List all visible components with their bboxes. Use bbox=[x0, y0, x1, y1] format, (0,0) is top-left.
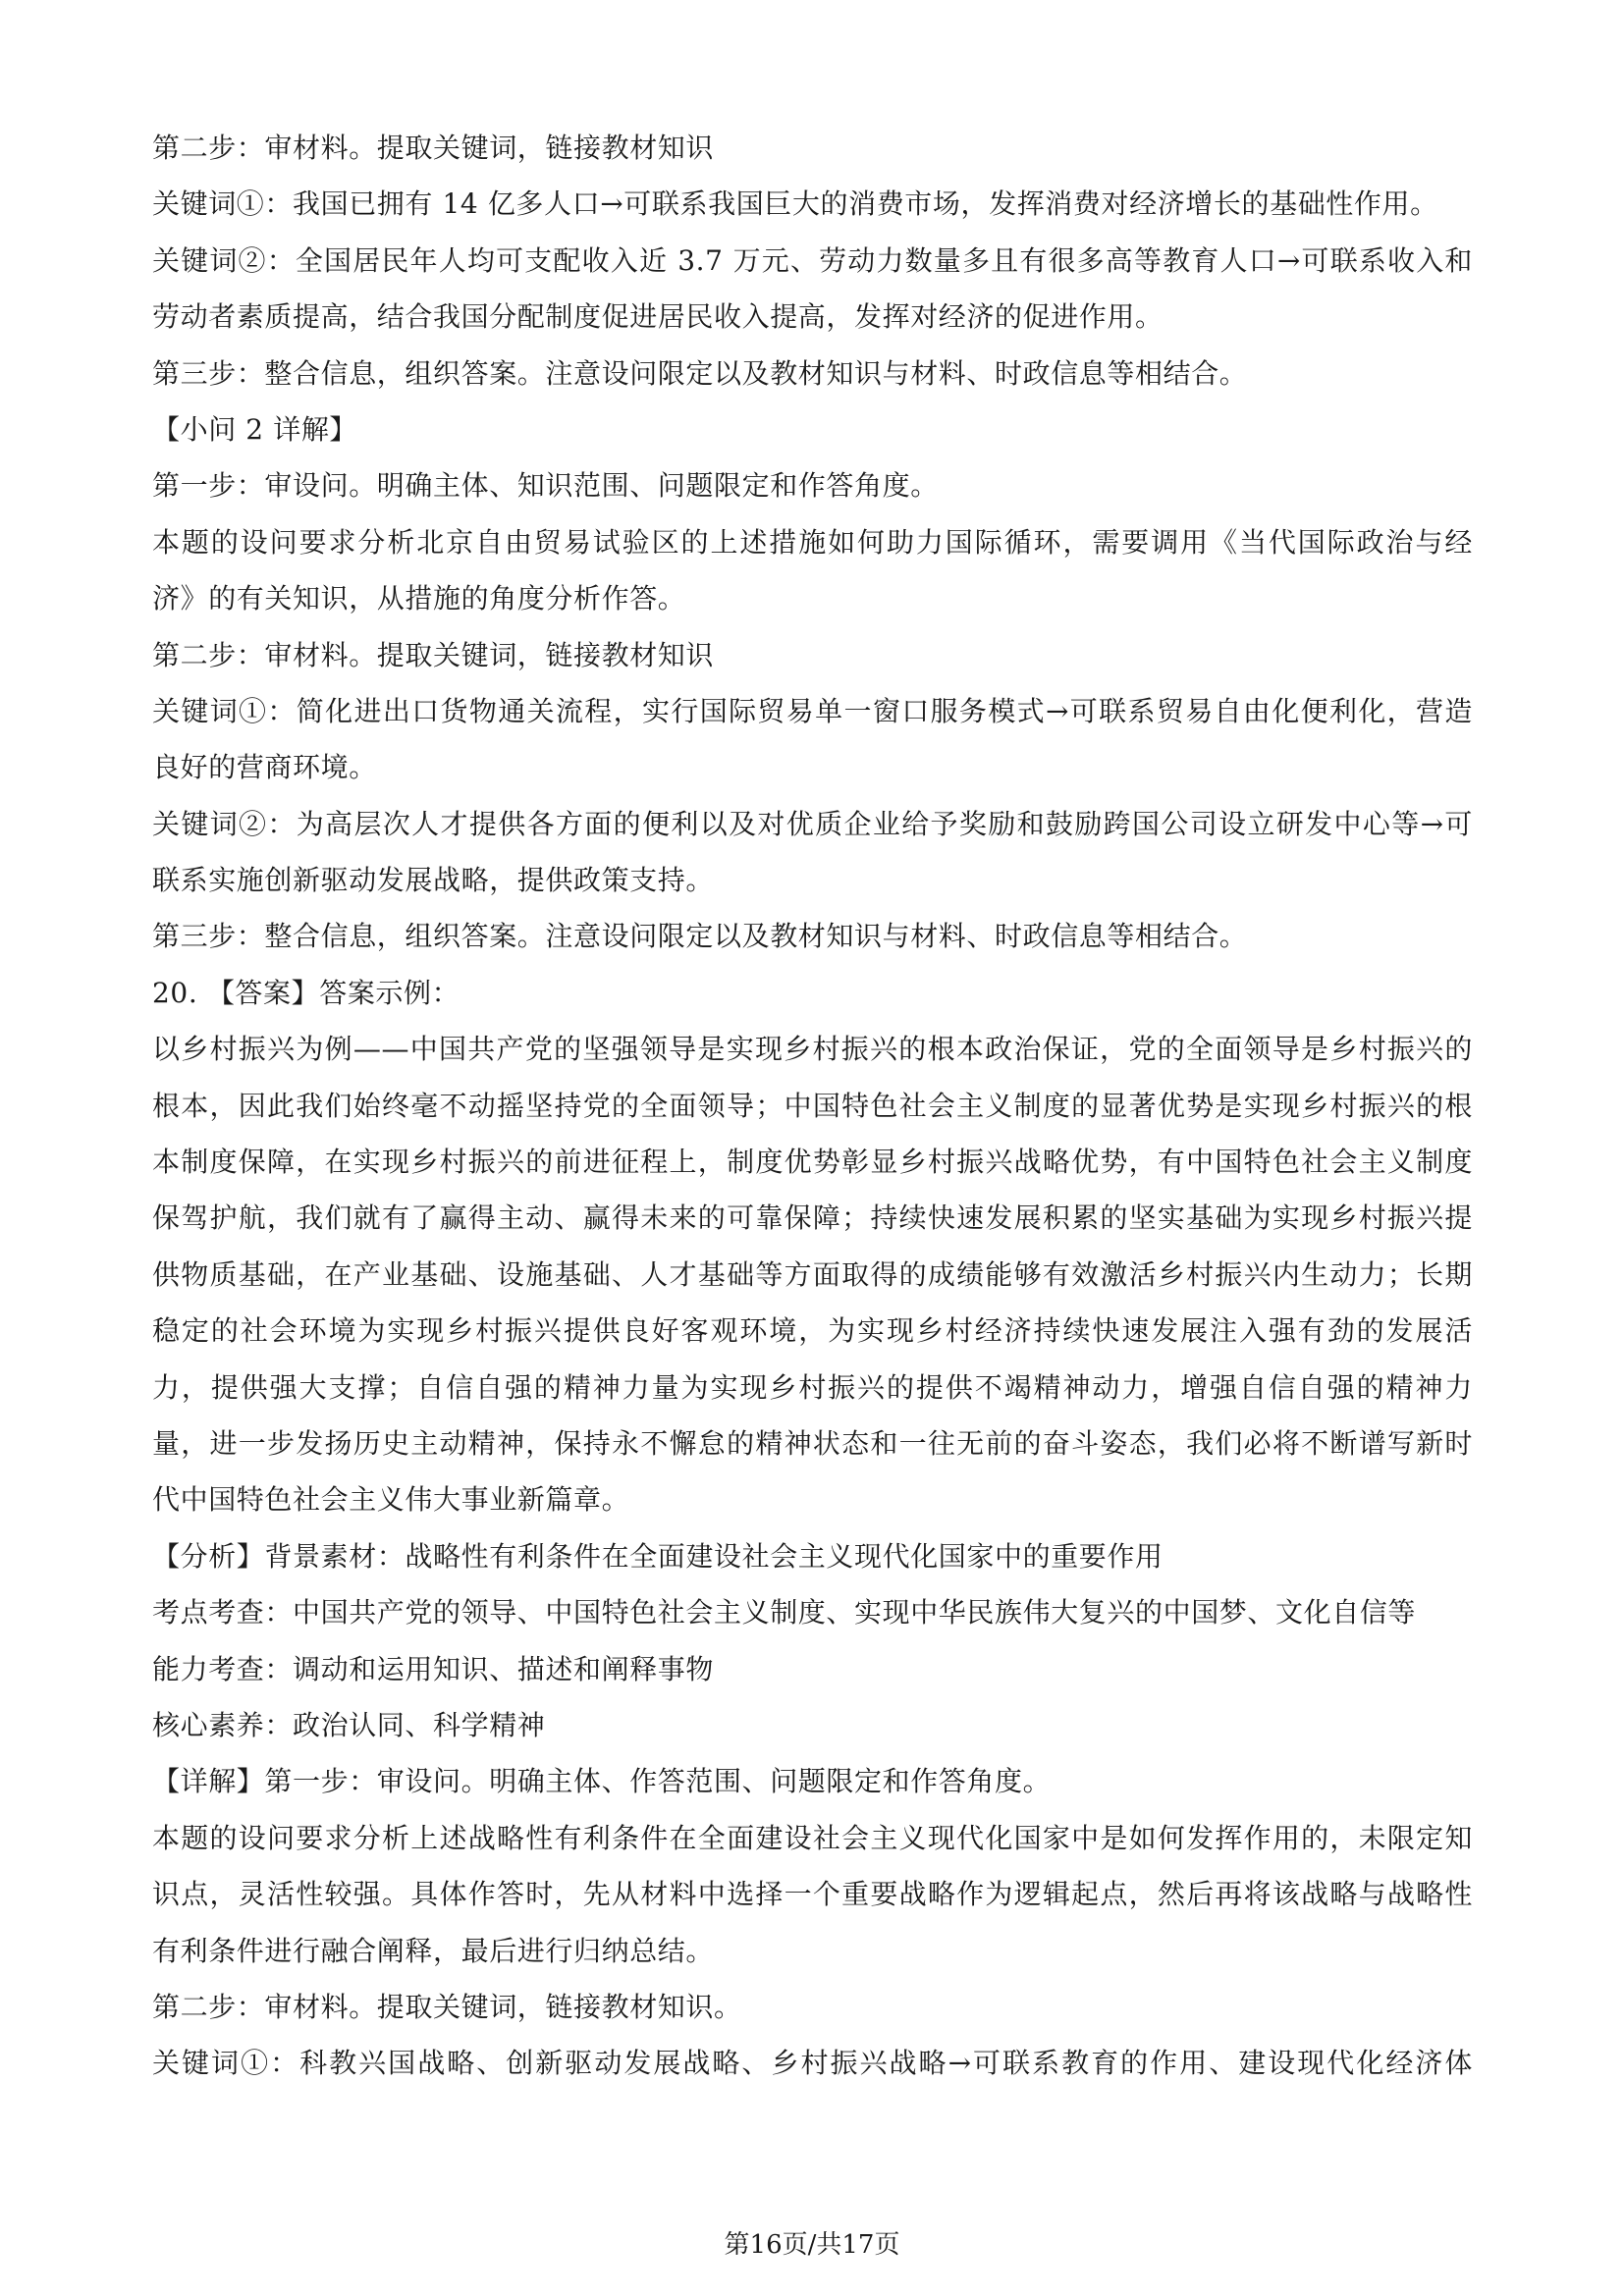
text-line: 联系实施创新驱动发展战略，提供政策支持。 bbox=[152, 864, 715, 897]
question-answer-heading: 20. 【答案】答案示例： bbox=[152, 976, 460, 1009]
text-line: 本题的设问要求分析上述战略性有利条件在全面建设社会主义现代化国家中是如何发挥作用的，未限定知 bbox=[152, 1821, 1473, 1854]
text-line: 本制度保障，在实现乡村振兴的前进征程上，制度优势彰显乡村振兴战略优势，有中国特色社会主义制度 bbox=[152, 1146, 1473, 1179]
text-line: 第二步：审材料。提取关键词，链接教材知识。 bbox=[152, 1990, 742, 2023]
text-line: 第三步：整合信息，组织答案。注意设问限定以及教材知识与材料、时政信息等相结合。 bbox=[152, 356, 1248, 390]
text-line: 保驾护航，我们就有了赢得主动、赢得未来的可靠保障；持续快速发展积累的坚实基础为实现乡村振兴提 bbox=[152, 1201, 1473, 1235]
text-line: 力，提供强大支撑；自信自强的精神力量为实现乡村振兴的提供不竭精神动力，增强自信自强的精神力 bbox=[152, 1370, 1473, 1404]
text-line: 良好的营商环境。 bbox=[152, 751, 377, 784]
section-heading: 【小问 2 详解】 bbox=[152, 412, 358, 446]
document-body bbox=[152, 120, 1473, 2092]
text-line: 供物质基础，在产业基础、设施基础、人才基础等方面取得的成绩能够有效激活乡村振兴内生动力；长期 bbox=[152, 1257, 1473, 1291]
text-line: 关键词①：科教兴国战略、创新驱动发展战略、乡村振兴战略→可联系教育的作用、建设现代化经济体 bbox=[152, 2047, 1473, 2080]
text-line: 识点，灵活性较强。具体作答时，先从材料中选择一个重要战略作为逻辑起点，然后再将该战略与战略性 bbox=[152, 1878, 1473, 1911]
text-line: 量，进一步发扬历史主动精神，保持永不懈怠的精神状态和一往无前的奋斗姿态，我们必将不断谱写新时 bbox=[152, 1426, 1473, 1460]
text-line: 能力考查：调动和运用知识、描述和阐释事物 bbox=[152, 1652, 715, 1685]
text-line: 代中国特色社会主义伟大事业新篇章。 bbox=[152, 1483, 630, 1517]
text-line: 本题的设问要求分析北京自由贸易试验区的上述措施如何助力国际循环，需要调用《当代国际政治与经 bbox=[152, 525, 1473, 559]
text-line: 关键词②：全国居民年人均可支配收入近 3.7 万元、劳动力数量多且有很多高等教育人口→可联系收入和 bbox=[152, 243, 1473, 277]
text-line: 第二步：审材料。提取关键词，链接教材知识 bbox=[152, 638, 715, 671]
text-line: 以乡村振兴为例——中国共产党的坚强领导是实现乡村振兴的根本政治保证，党的全面领导是乡村振兴的 bbox=[152, 1033, 1473, 1066]
text-line: 根本，因此我们始终毫不动摇坚持党的全面领导；中国特色社会主义制度的显著优势是实现乡村振兴的根 bbox=[152, 1089, 1473, 1122]
text-line: 劳动者素质提高，结合我国分配制度促进居民收入提高，发挥对经济的促进作用。 bbox=[152, 300, 1164, 334]
text-line: 稳定的社会环境为实现乡村振兴提供良好客观环境，为实现乡村经济持续快速发展注入强有劲的发展活 bbox=[152, 1314, 1473, 1348]
page-number: 第16页/共17页 bbox=[724, 2230, 900, 2260]
text-line: 第二步：审材料。提取关键词，链接教材知识 bbox=[152, 132, 715, 164]
text-line: 【详解】第一步：审设问。明确主体、作答范围、问题限定和作答角度。 bbox=[152, 1765, 1052, 1798]
text-line: 第三步：整合信息，组织答案。注意设问限定以及教材知识与材料、时政信息等相结合。 bbox=[152, 920, 1248, 953]
text-line: 【分析】背景素材：战略性有利条件在全面建设社会主义现代化国家中的重要作用 bbox=[152, 1539, 1164, 1573]
text-line: 有利条件进行融合阐释，最后进行归纳总结。 bbox=[152, 1934, 715, 1967]
text-line: 关键词②：为高层次人才提供各方面的便利以及对优质企业给予奖励和鼓励跨国公司设立研发中心等→可 bbox=[152, 807, 1473, 840]
text-line: 核心素养：政治认同、科学精神 bbox=[152, 1708, 546, 1741]
text-line: 考点考查：中国共产党的领导、中国特色社会主义制度、实现中华民族伟大复兴的中国梦、文化自信等 bbox=[152, 1596, 1417, 1629]
text-line: 济》的有关知识，从措施的角度分析作答。 bbox=[152, 582, 686, 615]
text-line: 第一步：审设问。明确主体、知识范围、问题限定和作答角度。 bbox=[152, 469, 939, 503]
text-line: 关键词①：简化进出口货物通关流程，实行国际贸易单一窗口服务模式→可联系贸易自由化便利化，营造 bbox=[152, 694, 1473, 727]
text-line: 关键词①：我国已拥有 14 亿多人口→可联系我国巨大的消费市场，发挥消费对经济增长的基础性作用。 bbox=[152, 187, 1438, 221]
